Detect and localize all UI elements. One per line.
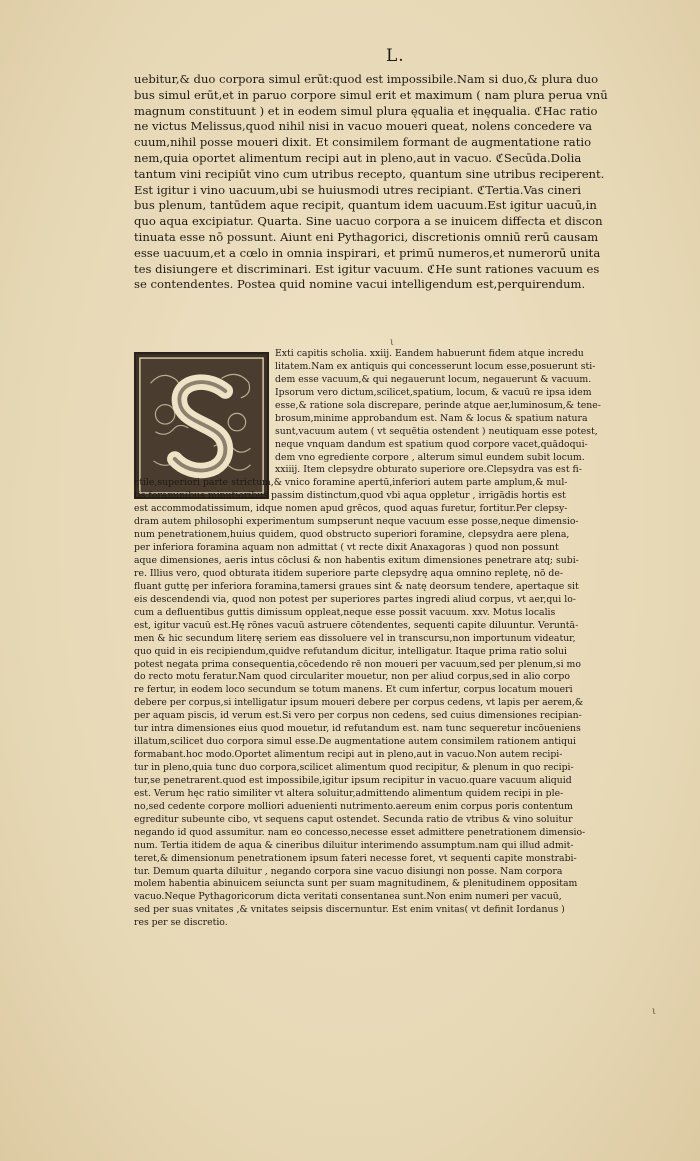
main-line: bus plenum, tantūdem aque recipit, quantum idem uacuum.Est igitur uacuū,in xyxy=(134,198,597,213)
scholia-line: debere per corpus,si intelligatur ipsum moueri debere per corpus cedens, vt lapis per aerem,& xyxy=(134,697,584,709)
scholia-line: res per se discretio. xyxy=(134,917,228,929)
scholia-line: Exti capitis scholia. xxiij. Eandem habuerunt fidem atque incredu xyxy=(275,348,584,359)
scholia-line: ctile,superiori parte strictum,& vnico foramine apertū,inferiori autem parte amplum,& mul- xyxy=(134,477,568,489)
main-line: ne victus Melissus,quod nihil nisi in vacuo moueri queat, nolens concedere va xyxy=(134,119,593,134)
scholia-line: negando id quod assumitur. nam eo concesso,necesse esset admittere penetrationem dimensio- xyxy=(134,826,586,838)
scholia-line: est, igitur vacuū est.Hę rōnes vacuū astruere cōtendentes, sequenti capite diluuntur. Veruntā- xyxy=(134,619,579,631)
main-text xyxy=(134,72,648,293)
scholia-line: est accommodatissimum, idque nomen apud grēcos, quod aquas furetur, fortitur.Per clepsy- xyxy=(134,503,568,515)
scholia-line: xxiiij. Item clepsydre obturato superiore ore.Clepsydra vas est fi- xyxy=(275,464,582,476)
scholia-line: aque dimensiones, aeris intus cōclusi & non habentis exitum dimensiones penetrare atq; subi- xyxy=(134,555,579,566)
scholia-line: do recto motu feratur.Nam quod circulariter mouetur, non per aliud corpus,sed in alio corpo xyxy=(134,671,570,683)
scholia-line: tur intra dimensiones eius quod mouetur, id refutandum est. nam tunc sequeretur incōueniens xyxy=(134,723,581,735)
stray-mark: ι xyxy=(390,337,394,348)
scholia-line: cum a defluentibus guttis dimissum oppleat,neque esse possit vacuum. xxv. Motus localis xyxy=(134,606,556,618)
scholia-line: tur. Demum quarta diluitur , negando corpora sine vacuo disiungi non posse. Nam corpora xyxy=(134,865,563,877)
scholia-line: molem habentia abinuicem seiuncta sunt per suam magnitudinem, & plenitudinem oppositam xyxy=(134,878,578,890)
scholia-line: quo quid in eis recipiendum,quidve refutandum dicitur, intelligatur. Itaque prima ratio solui xyxy=(134,645,568,657)
scholia-line: per aquam piscis, id verum est.Si vero per corpus non cedens, sed cuius dimensiones recipian- xyxy=(134,710,582,722)
scholia-line: dram autem philosophi experimentum sumpserunt neque vacuum esse posse,neque dimensio- xyxy=(134,516,579,528)
scholia-line: men & hic secundum literę seriem eas dissoluere vel in transcursu,non importunum videatur, xyxy=(134,632,576,644)
scholia-line: brosum,minime approbandum est. Nam & locus & spatium natura xyxy=(275,412,588,424)
main-line: cuum,nihil posse moueri dixit. Et consimilem formant de augmentatione ratio xyxy=(134,135,592,150)
scholia-line: no,sed cedente corpore molliori aduenienti nutrimento.aereum enim corpus poris contentum xyxy=(134,800,573,812)
scholia-line: litatem.Nam ex antiquis qui concesserunt locum esse,posuerunt sti- xyxy=(275,360,596,372)
main-line: tantum vini recipiūt vino cum utribus recepto, quantum sine utribus reciperent. xyxy=(134,166,605,181)
scholia-line: est. Verum hęc ratio similiter vt altera soluitur,admittendo alimentum quidem recipi in ple- xyxy=(134,787,564,799)
scholia-line: num penetrationem,huius quidem, quod obstructo superiori foramine, clepsydra aere plena, xyxy=(134,529,570,541)
main-line: uebitur,& duo corpora simul erūt:quod est impossibile.Nam si duo,& plura duo xyxy=(134,72,599,86)
scholia-line: Ipsorum vero dictum,scilicet,spatium, locum, & vacuū re ipsa idem xyxy=(275,386,592,398)
scholia-line: esse,& ratione sola discrepare, perinde atque aer,luminosum,& tene- xyxy=(275,399,601,411)
main-line: Est igitur i vino uacuum,ubi se huiusmodi utres recipiant. ℭTertia.Vas cineri xyxy=(134,182,582,197)
scholia-line: tis foraminibus minutioribus passim distinctum,quod vbi aqua oppletur , irrigādis hortis est xyxy=(134,490,566,502)
scholia-line: per inferiora foramina aquam non admittat ( vt recte dixit Anaxagoras ) quod non possunt xyxy=(134,542,559,554)
scholia-line: eis descendendi via, quod non potest per superiores partes ingredi aliud corpus, vt aer,qui lo- xyxy=(134,593,576,605)
scholia-line: teret,& dimensionum penetrationem ipsum fateri necesse foret, vt sequenti capite monstrabi- xyxy=(134,852,577,864)
main-line: tinuata esse nō possunt. Aiunt eni Pythagorici, discretionis omniū rerū causam xyxy=(134,229,599,244)
scholia-text xyxy=(134,348,662,930)
scholia-line: egreditur subeunte cibo, vt sequens caput ostendet. Secunda ratio de vtribus & vino soluitur xyxy=(134,813,573,825)
main-line: tes disiungere et discriminari. Est igitur vacuum. ℭHe sunt rationes vacuum es xyxy=(134,261,600,276)
main-line: quo aqua excipiatur. Quarta. Sine uacuo corpora a se inuicem diffecta et discon xyxy=(134,214,603,229)
main-line: bus simul erūt,et in paruo corpore simul erit et maximum ( nam plura perua vnū xyxy=(134,87,608,102)
main-line: magnum constituunt ) et in eodem simul plura ęqualia et inęqualia. ℭHac ratio xyxy=(134,103,598,118)
scholia-line: re. Illius vero, quod obturata itidem superiore parte clepsydrę aqua omnino repletę, nō de- xyxy=(134,567,564,579)
scholia-line: neque vnquam dandum est spatium quod corpore vacet,quādoqui- xyxy=(275,438,588,450)
scholia-line: illatum,scilicet duo corpora simul esse.De augmentatione autem consimilem rationem antiqui xyxy=(134,736,577,748)
scholia-line: formabant.hoc modo.Oportet alimentum recipi aut in pleno,aut in vacuo.Non autem recipi- xyxy=(134,749,563,761)
scholia-line: re fertur, in eodem loco secundum se totum manens. Et cum infertur, corpus locatum moueri xyxy=(134,684,573,696)
scholia-line: sunt,vacuum autem ( vt sequētia ostendent ) neutiquam esse potest, xyxy=(275,425,598,437)
scholia-line: dem vno egrediente corpore , alterum simul eundem subit locum. xyxy=(275,451,585,463)
main-line: nem,quia oportet alimentum recipi aut in pleno,aut in vacuo. ℭSecūda.Dolia xyxy=(134,150,582,165)
scholia-line: dem esse vacuum,& qui negauerunt locum, negauerunt & vacuum. xyxy=(275,373,592,385)
scholia-line: vacuo.Neque Pythagoricorum dicta veritati consentanea sunt.Non enim numeri per vacuū, xyxy=(134,891,562,903)
stray-mark: ι xyxy=(652,1006,656,1017)
scholia-line: tur,se penetrarent.quod est impossibile,igitur ipsum recipitur in vacuo.quare vacuum aliquid xyxy=(134,774,572,786)
scholia-line: tur in pleno,quia tunc duo corpora,scilicet alimentum quod recipitur, & plenum in quo recipi- xyxy=(134,762,574,773)
scholia-line: fluant guttę per inferiora foramina,tamersi graues sint & natę deorsum tendere, apertaque sit xyxy=(134,580,579,592)
main-line: se contendentes. Postea quid nomine vacui intelligendum est,perquirendum. xyxy=(134,277,586,292)
scholia-line: sed per suas vnitates ,& vnitates seipsis discernuntur. Est enim vnitas( vt definit Iordanus ) xyxy=(134,904,565,916)
main-line: esse uacuum,et a cœlo in omnia inspirari, et primū numeros,et numerorū unita xyxy=(134,245,601,260)
folio-number: L. xyxy=(386,46,405,66)
scholia-line: potest negata prima consequentia,cōcedendo rē non moueri per vacuum,sed per plenum,si mo xyxy=(134,658,581,670)
scholia-line: num. Tertia itidem de aqua & cineribus diluitur interimendo assumptum.nam qui illud admit- xyxy=(134,839,574,851)
